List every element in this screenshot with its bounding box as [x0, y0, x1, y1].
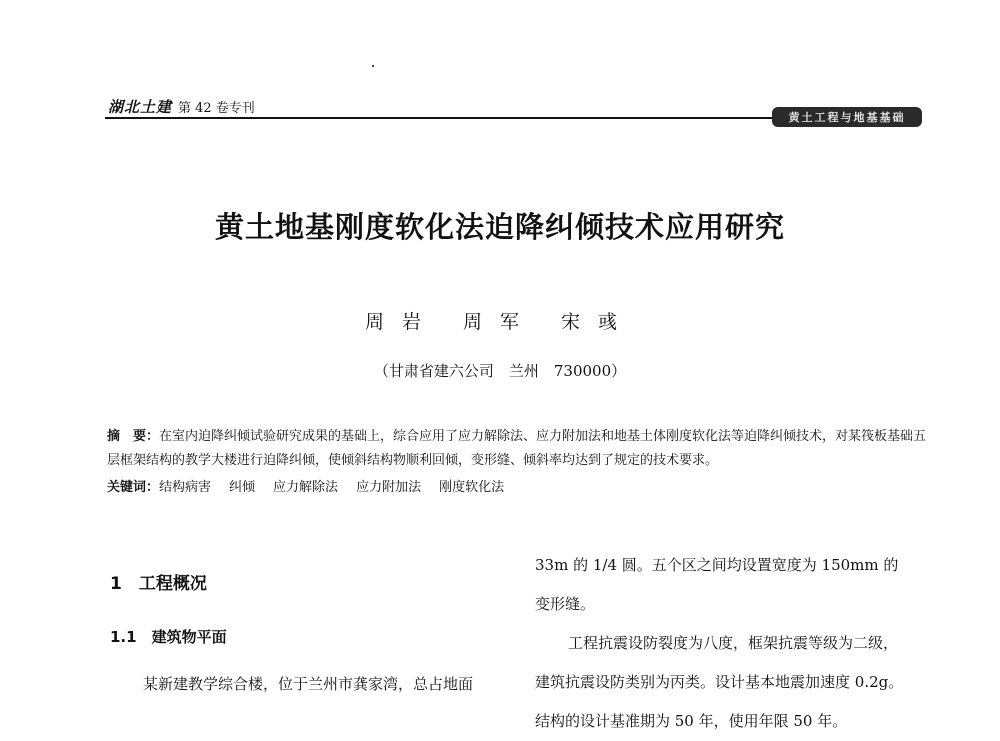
left-column-paragraph: 某新建教学综合楼，位于兰州市龚家湾，总占地面	[143, 675, 474, 693]
section-heading-1: 1 工程概况	[110, 574, 207, 594]
right-line-3: 工程抗震设防裂度为八度，框架抗震等级为二级，	[568, 634, 899, 652]
journal-name: 湖北土建	[108, 98, 173, 116]
volume-label: 第 42 卷专刊	[178, 101, 255, 116]
abstract-text: 在室内迫降纠倾试验研究成果的基础上，综合应用了应力解除法、应力附加法和地基土体刚度软化法等迫降纠倾技术，对某筏板基础五层框架结构的教学大楼进行迫降纠倾，使倾斜结构物顺利回倾，变形缝、倾斜率均达到了规定的技术要求。	[107, 429, 927, 468]
section-tag: 黄土工程与地基基础	[772, 107, 922, 127]
keyword-item: 刚度软化法	[439, 480, 505, 495]
header-rule	[105, 117, 775, 119]
affiliation: （甘肃省建六公司 兰州 730000）	[373, 362, 627, 380]
keywords	[107, 476, 522, 495]
paper-title: 黄土地基刚度软化法迫降纠倾技术应用研究	[214, 210, 785, 244]
keyword-item: 应力解除法	[273, 480, 339, 495]
keyword-item: 应力附加法	[356, 480, 422, 495]
keyword-item: 纠倾	[229, 480, 256, 495]
scan-speck	[372, 65, 374, 67]
abstract	[107, 425, 927, 473]
right-line-1: 33m 的 1/4 圆。五个区之间均设置宽度为 150mm 的	[535, 556, 899, 574]
right-line-2: 变形缝。	[535, 595, 596, 613]
authors: 周岩 周军 宋彧	[364, 311, 636, 333]
section-heading-1-1: 1.1 建筑物平面	[110, 628, 227, 646]
right-line-5: 结构的设计基准期为 50 年，使用年限 50 年。	[535, 712, 848, 730]
abstract-label: 摘 要：	[107, 429, 160, 444]
keywords-label: 关键词：	[107, 480, 160, 495]
right-line-4: 建筑抗震设防类别为丙类。设计基本地震加速度 0.2g。	[535, 673, 904, 691]
keyword-item: 结构病害	[159, 480, 212, 495]
right-column	[535, 546, 935, 741]
